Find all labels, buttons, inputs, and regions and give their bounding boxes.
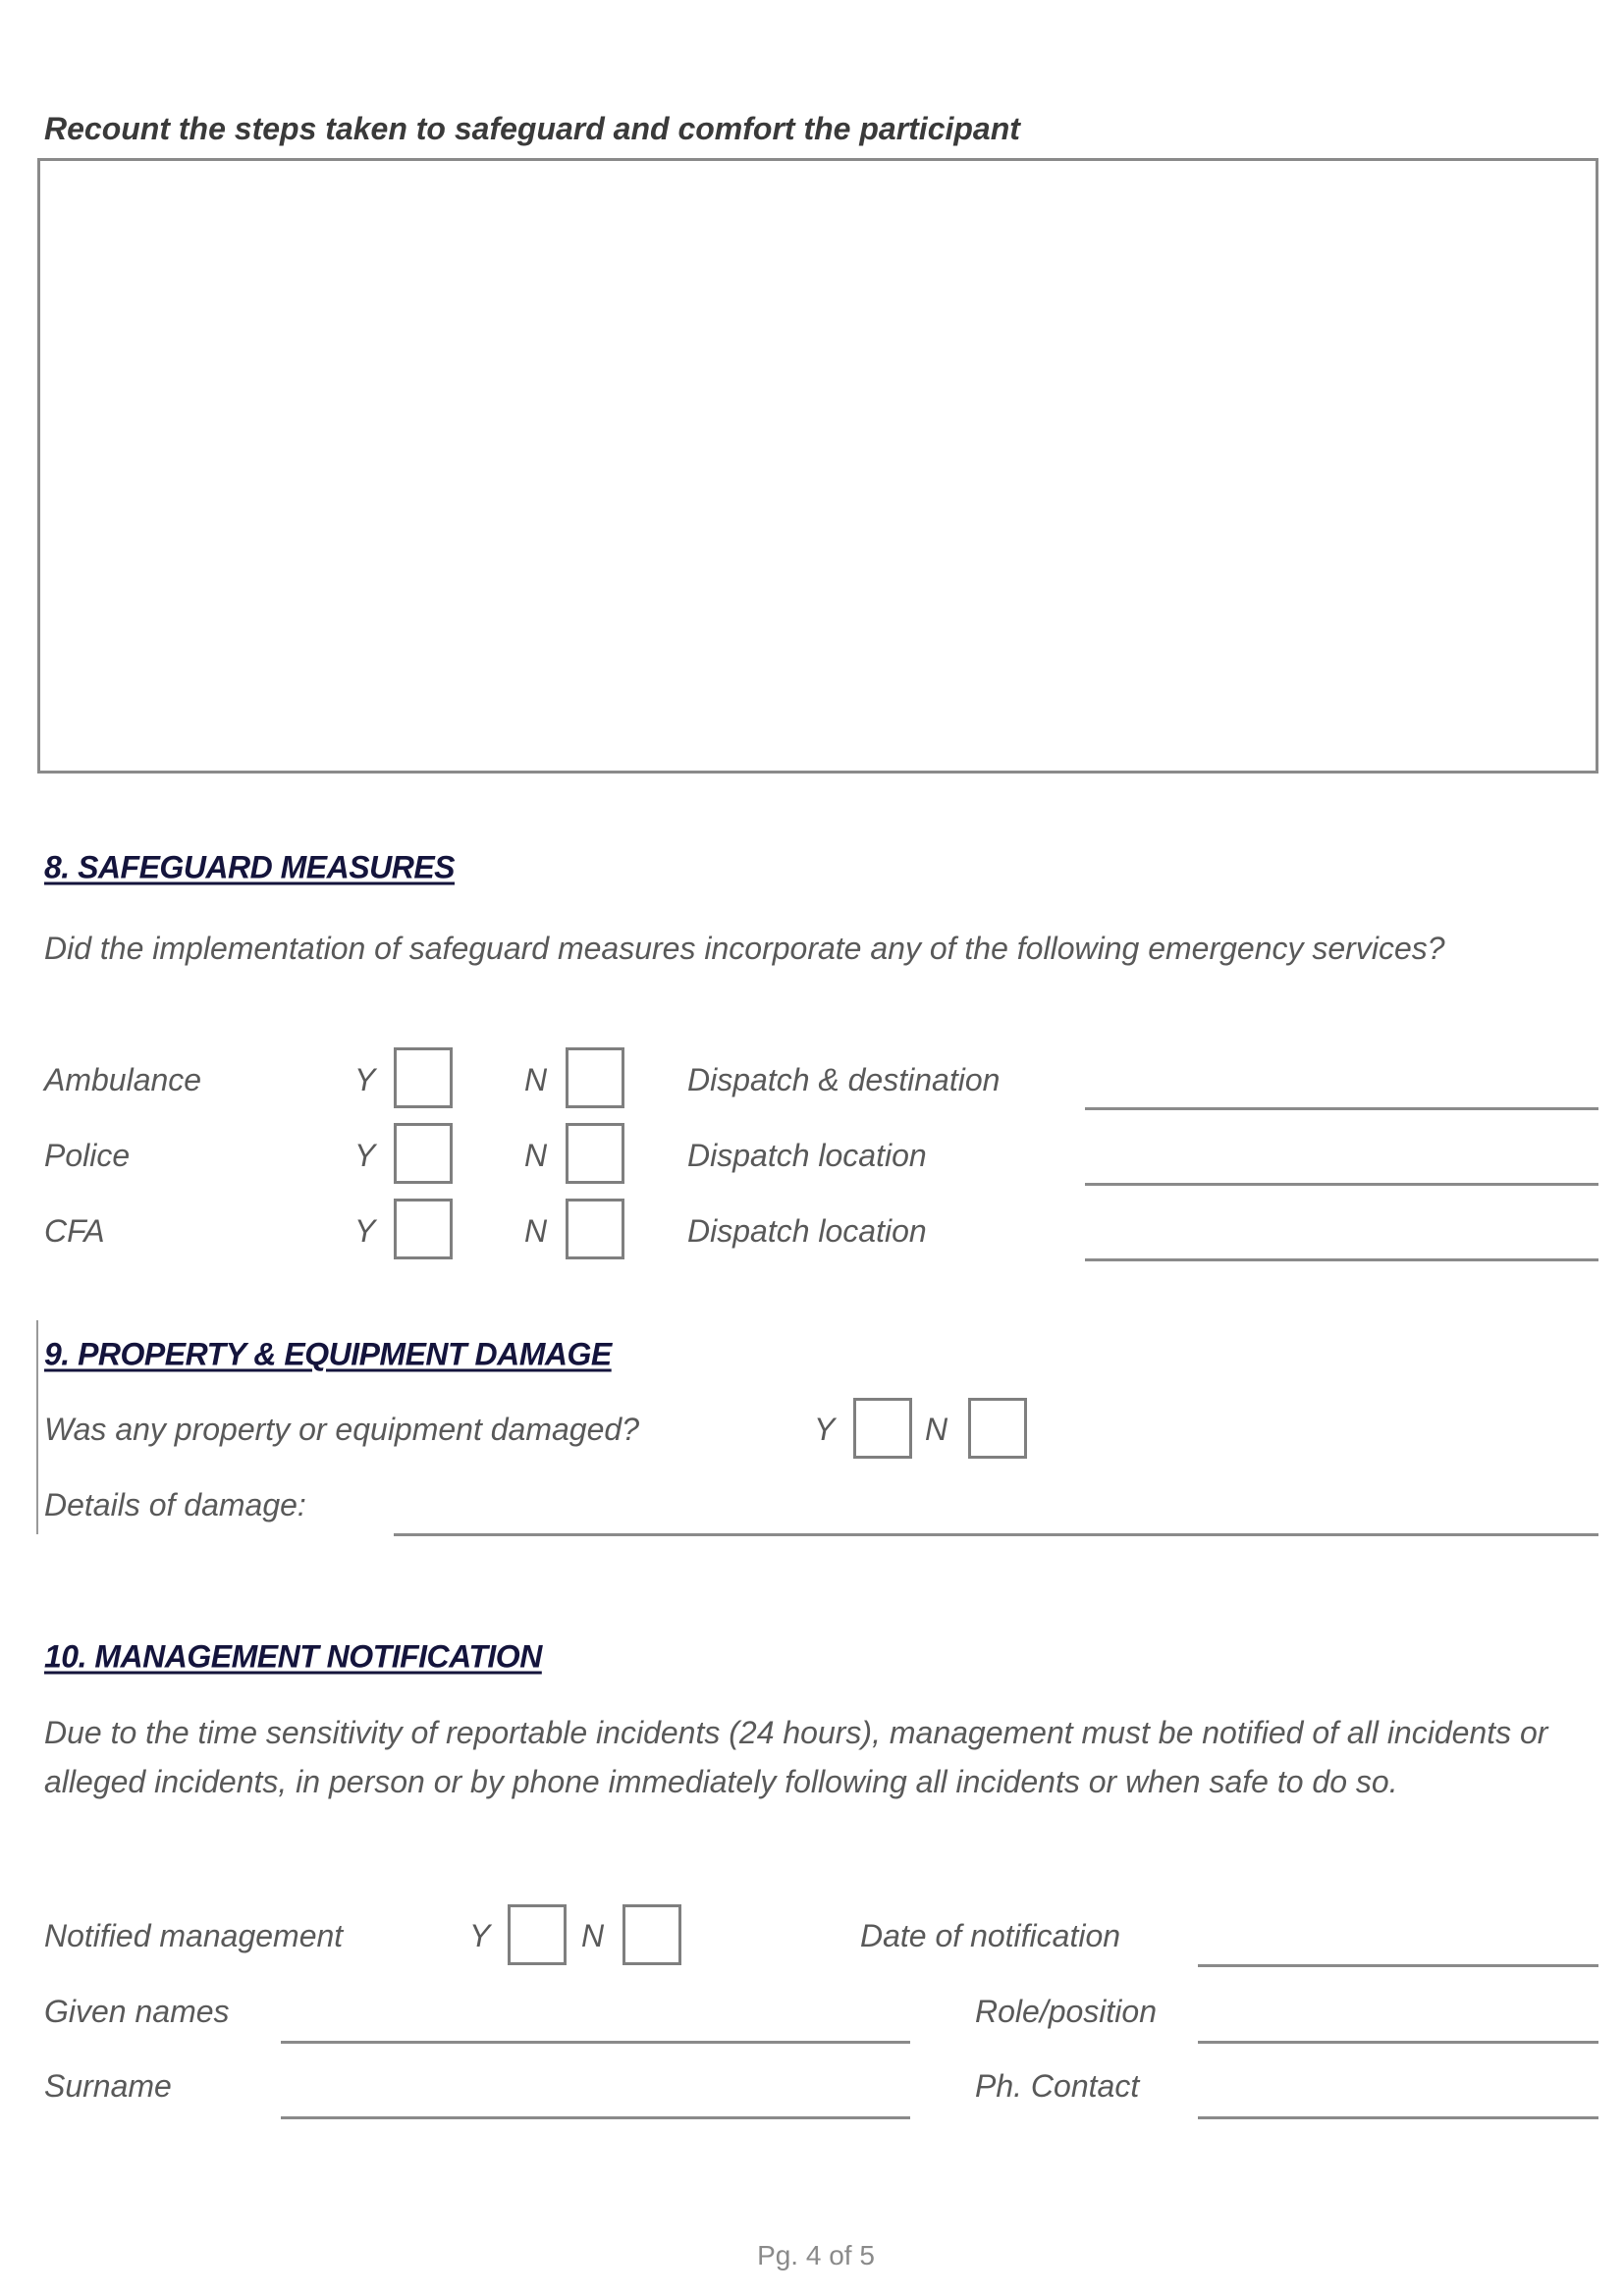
notified-management-label: Notified management [44,1918,344,1953]
dispatch-label: Dispatch location [687,1213,927,1249]
yes-label: Y [469,1918,491,1953]
surname-label: Surname [44,2068,172,2104]
page-number: Pg. 4 of 5 [757,2240,875,2270]
cfa-no-checkbox[interactable] [566,1199,624,1259]
police-yes-checkbox[interactable] [394,1123,453,1184]
date-of-notification-label: Date of notification [860,1918,1121,1953]
section-9-heading: 9. PROPERTY & EQUIPMENT DAMAGE [44,1336,612,1372]
section-8-heading: 8. SAFEGUARD MEASURES [44,849,455,885]
damage-yes-checkbox[interactable] [853,1398,912,1459]
police-dispatch-field[interactable] [1085,1183,1598,1186]
ambulance-no-checkbox[interactable] [566,1047,624,1108]
service-label: Police [44,1138,131,1173]
notified-yes-checkbox[interactable] [508,1904,567,1965]
yes-label: Y [814,1412,836,1447]
safeguard-steps-prompt: Recount the steps taken to safeguard and comfort the participant [44,111,1020,146]
no-label: N [524,1062,548,1097]
phone-contact-label: Ph. Contact [975,2068,1140,2104]
given-names-field[interactable] [281,2041,910,2044]
section-9-border [36,1320,38,1534]
dispatch-label: Dispatch & destination [687,1062,1001,1097]
date-of-notification-field[interactable] [1198,1964,1598,1967]
surname-field[interactable] [281,2116,910,2119]
cfa-dispatch-field[interactable] [1085,1258,1598,1261]
damage-question: Was any property or equipment damaged? [44,1412,639,1447]
damage-no-checkbox[interactable] [968,1398,1027,1459]
section-8-question: Did the implementation of safeguard measures incorporate any of the following emergency services? [44,931,1445,966]
yes-label: Y [354,1062,376,1097]
section-10-heading: 10. MANAGEMENT NOTIFICATION [44,1638,542,1675]
service-label: Ambulance [44,1062,202,1097]
given-names-label: Given names [44,1994,230,2029]
yes-label: Y [354,1138,376,1173]
notification-paragraph: Due to the time sensitivity of reportable incidents (24 hours), management must be notified of all incidents or alleged incidents, in person or by phone immediately following all incidents or when safe to do so. [44,1715,1548,1799]
service-label: CFA [44,1213,105,1249]
notified-no-checkbox[interactable] [623,1904,681,1965]
role-position-field[interactable] [1198,2041,1598,2044]
no-label: N [524,1213,548,1249]
safeguard-steps-textarea[interactable] [37,158,1598,774]
no-label: N [524,1138,548,1173]
phone-contact-field[interactable] [1198,2116,1598,2119]
ambulance-yes-checkbox[interactable] [394,1047,453,1108]
dispatch-label: Dispatch location [687,1138,927,1173]
damage-details-label: Details of damage: [44,1487,306,1522]
ambulance-dispatch-field[interactable] [1085,1107,1598,1110]
yes-label: Y [354,1213,376,1249]
damage-details-field[interactable] [394,1533,1598,1536]
cfa-yes-checkbox[interactable] [394,1199,453,1259]
role-position-label: Role/position [975,1994,1157,2029]
no-label: N [581,1918,605,1953]
no-label: N [925,1412,948,1447]
police-no-checkbox[interactable] [566,1123,624,1184]
